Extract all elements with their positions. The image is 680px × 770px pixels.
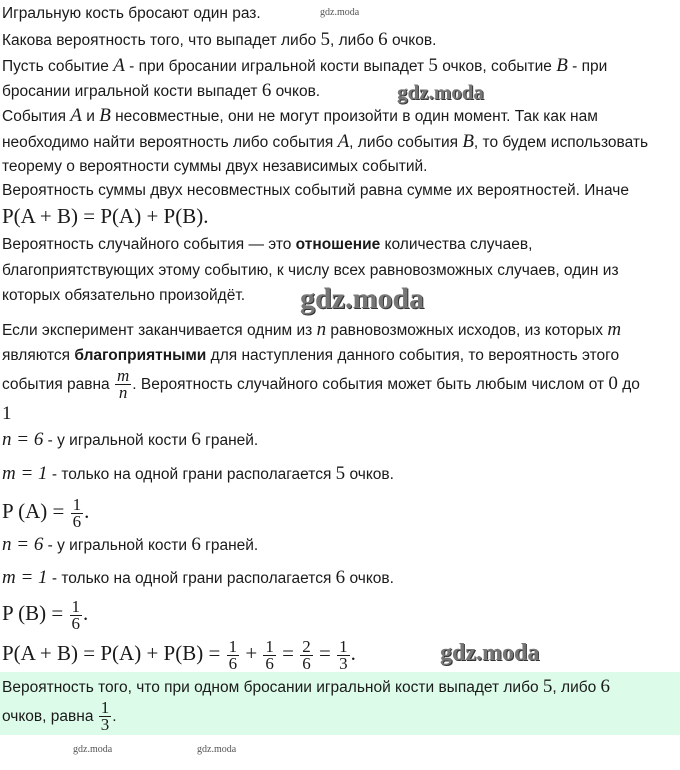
fraction: $\frac{1}{6}$: [71, 597, 80, 634]
fraction: $\frac{1}{3}$: [100, 698, 110, 735]
text-line: являются благоприятными для наступления данного события, то вероятность этого: [2, 347, 620, 364]
answer-line: очков, равна $\frac{1}{3}$ .: [2, 698, 117, 735]
fraction: $\frac{m}{n}$: [116, 366, 130, 403]
watermark-logo: gdz.moda: [440, 640, 540, 666]
text-line: Игральную кость бросают один раз.: [2, 5, 261, 22]
text-line: m = 1 - только на одной грани располагается 5 очков.: [2, 463, 394, 484]
text-line: теорему о вероятности суммы двух независимых событий.: [2, 158, 428, 175]
formula: P(A + B) = P(A) + P(B) = $\frac{1}{6}$ + $\frac{1}{6}$ = $\frac{2}{6}$ = $\frac{1}{3}$ .: [2, 637, 356, 674]
text-line: n = 6 - у игральной кости 6 граней.: [2, 429, 259, 450]
fraction: $\frac{2}{6}$: [302, 637, 311, 674]
text-line: m = 1 - только на одной грани располагается 6 очков.: [2, 567, 394, 588]
text-line: которых обязательно произойдёт.: [2, 287, 246, 304]
watermark-logo: gdz.moda: [300, 282, 425, 315]
watermark-logo: gdz.moda: [320, 7, 360, 18]
text-line: Вероятность случайного события — это отношение количества случаев,: [2, 236, 533, 253]
text-line: благоприятствующих этому событию, к числу всех равновозможных случаев, один из: [2, 262, 619, 279]
fraction: $\frac{1}{6}$: [72, 495, 82, 532]
text-line: n = 6 - у игральной кости 6 граней.: [2, 534, 259, 555]
fraction: $\frac{1}{3}$: [339, 637, 348, 674]
formula: P (B) = $\frac{1}{6}$ .: [2, 597, 89, 634]
text-line: Вероятность суммы двух несовместных событий равна сумме их вероятностей. Иначе: [2, 182, 629, 199]
fraction: $\frac{1}{6}$: [265, 637, 274, 674]
text-line: необходимо найти вероятность либо события A, либо события B, то будем использовать: [2, 131, 649, 152]
watermark-logo: gdz.moda: [197, 744, 237, 755]
answer-line: Вероятность того, что при одном бросании игральной кости выпадет либо 5, либо 6: [2, 676, 611, 697]
text-line: 1: [2, 403, 12, 424]
formula: P(A + B) = P(A) + P(B).: [2, 204, 209, 228]
text-line: Пусть событие A - при бросании игральной кости выпадет 5 очков, событие B - при: [2, 55, 608, 76]
watermark-logo: gdz.moda: [397, 80, 484, 104]
text-line: бросании игральной кости выпадет 6 очков.: [2, 80, 321, 101]
text-line: Какова вероятность того, что выпадет либо 5, либо 6 очков.: [2, 29, 437, 50]
formula: P (A) = $\frac{1}{6}$ .: [2, 495, 90, 532]
text-line: События A и B несовместные, они не могут произойти в один момент. Так как нам: [2, 105, 598, 126]
watermark-logo: gdz.moda: [73, 744, 113, 755]
text-line: события равна $\frac{m}{n}$ . Вероятность случайного события может быть любым числом от 0 до: [2, 366, 640, 403]
text-line: Если эксперимент заканчивается одним из n равновозможных исходов, из которых m: [2, 319, 622, 340]
fraction: $\frac{1}{6}$: [228, 637, 238, 674]
